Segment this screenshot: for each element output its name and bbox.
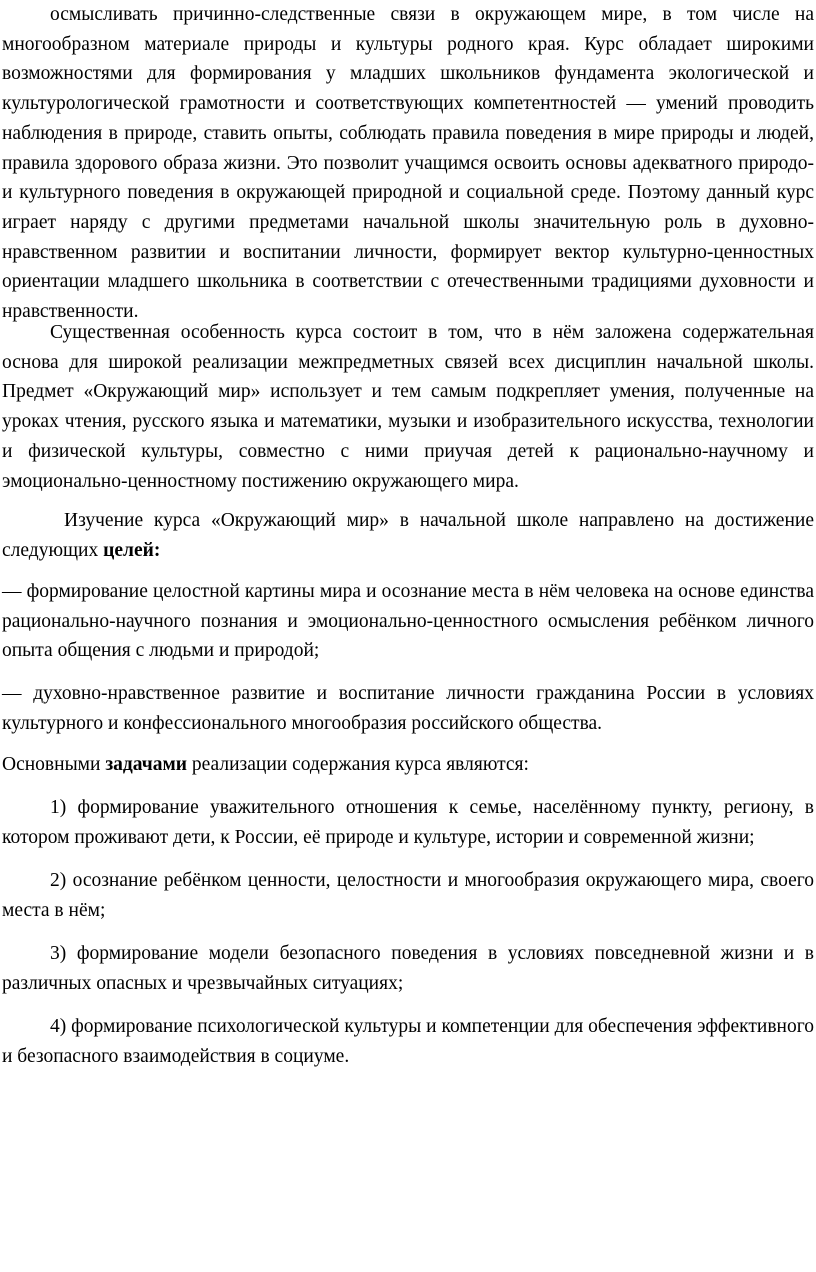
task-item-3: 3) формирование модели безопасного поведения в условиях повседневной жизни и в различных опасных и чрезвычайных ситуациях; bbox=[2, 943, 814, 994]
task-item-1: 1) формирование уважительного отношения к семье, населённому пункту, региону, в котором проживают дети, к России, её природе и культуре, истории и современной жизни; bbox=[2, 797, 814, 848]
goals-intro-paragraph bbox=[2, 506, 814, 565]
tasks-intro-paragraph bbox=[2, 750, 814, 780]
goal-item-1: — формирование целостной картины мира и осознание места в нём человека на основе единства рационально-научного познания и эмоционально-ценностного осмысления ребёнком личного опыта общения с людьми и природой; bbox=[2, 581, 814, 662]
task-item-2: 2) осознание ребёнком ценности, целостности и многообразия окружающего мира, своего места в нём; bbox=[2, 870, 814, 921]
goals-intro-text: Изучение курса «Окружающий мир» в начальной школе направлено на достижение следующих bbox=[2, 510, 814, 561]
task-item-4: 4) формирование психологической культуры и компетенции для обеспечения эффективного и безопасного взаимодействия в социуме. bbox=[2, 1016, 814, 1067]
goal-item-2: — духовно-нравственное развитие и воспитание личности гражданина России в условиях культурного и конфессионального многообразия российского общества. bbox=[2, 683, 814, 734]
body-paragraph-1: осмысливать причинно-следственные связи в окружающем мире, в том числе на многообразном материале природы и культуры родного края. Курс обладает широкими возможностями для формирования у младших школьников фундамента экологической и культурологической грамотности и соответствующих компетентностей — умений проводить наблюдения в природе, ставить опыты, соблюдать правила поведения в мире природы и людей, правила здорового образа жизни. Это позволит учащимся освоить основы адекватного природо- и культурного поведения в окружающей природной и социальной среде. Поэтому данный курс играет наряду с другими предметами начальной школы значительную роль в духовно-нравственном развитии и воспитании личности, формирует вектор культурно-ценностных ориентации младшего школьника в соответствии с отечественными традициями духовности и нравственности. bbox=[2, 4, 814, 323]
goals-heading-word: целей: bbox=[103, 539, 161, 561]
tasks-intro-before: Основными bbox=[2, 754, 106, 775]
tasks-intro-after: реализации содержания курса являются: bbox=[187, 754, 529, 775]
body-paragraph-2: Существенная особенность курса состоит в том, что в нём заложена содержательная основа для широкой реализации межпредметных связей всех дисциплин начальной школы. Предмет «Окружающий мир» использует и тем самым подкрепляет умения, полученные на уроках чтения, русского языка и математики, музыки и изобразительного искусства, технологии и физической культуры, совместно с ними приучая детей к рационально-научному и эмоционально-ценностному постижению окружающего мира. bbox=[2, 322, 814, 492]
tasks-heading-word: задачами bbox=[105, 754, 188, 775]
